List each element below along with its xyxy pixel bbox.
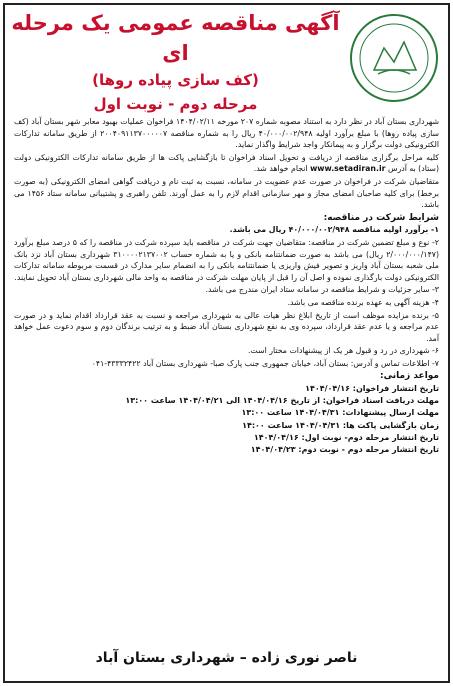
municipality-logo xyxy=(348,12,440,104)
notice-header xyxy=(8,8,445,112)
dates-title: مواعد زمانی: xyxy=(380,371,439,382)
date-row: تاریخ انتشار مرحله دوم - نوبت دوم: ۱۴۰۴/۰۴/۲۳ xyxy=(250,445,439,455)
intro-paragraph: شهرداری بستان آباد در نظر دارد به استناد مصوبه شماره ۲۰۷ مورخه ۱۴۰۴/۰۲/۱۱ فراخوان عملیات بهبود معابر شهر بستان آباد (کف سازی پیاده روها) با مبلغ برآورد اولیه ۴۰/۰۰۰/۰۰۲/۹۴۸ ریال را به شماره مناقصه ۲۰۰۴۰۹۱۱۳۷۰۰۰۰۰۷ از طریق سامانه تدارکات الکترونیکی دولت برگزار و به پیمانکار واجد شرایط واگذار نماید. xyxy=(14,117,439,150)
condition-6: ۶- شهرداری در رد و قبول هر یک از پیشنهادات مختار است. xyxy=(247,346,439,356)
setad-link[interactable]: www.setadiran.ir xyxy=(310,164,386,174)
date-row: مهلت دریافت اسناد فراخوان: از تاریخ ۱۴۰۴/۰۴/۱۶ الی ۱۴۰۴/۰۴/۲۱ ساعت ۱۳:۰۰ xyxy=(125,396,439,406)
condition-5: ۵- برنده مزایده موظف است از تاریخ ابلاغ نظر هیات عالی به شهرداری مراجعه و نسبت به عقد قرارداد اقدام نماید و در صورت عدم مراجعه و یا عدم عقد قرارداد، سپرده وی به نفع شهرداری بستان آباد ضبط و به ترتیب برندگان دوم و سوم دعوت عمل خواهد آمد. xyxy=(14,310,439,343)
date-row: زمان بازگشایی پاکت ها: ۱۴۰۴/۰۴/۳۱ ساعت ۱۴:۰۰ xyxy=(242,420,439,430)
date-row: تاریخ انتشار فراخوان: ۱۴۰۴/۰۴/۱۶ xyxy=(305,384,439,394)
notice-footer: ناصر نوری زاده – شهرداری بستان آباد xyxy=(95,650,358,666)
notice-title: آگهی مناقصه عمومی یک مرحله ای xyxy=(11,11,340,65)
condition-4: ۴- هزینه آگهی به عهده برنده مناقصه می باشد. xyxy=(287,297,439,307)
condition-7: ۷- اطلاعات تماس و آدرس: بستان آباد، خیابان جمهوری جنب پارک صبا- شهرداری بستان آباد ۴۳۳۳۲۴۲۲-۰۴۱ xyxy=(91,358,439,368)
condition-2: ۲- نوع و مبلغ تضمین شرکت در مناقصه: متقاضیان جهت شرکت در مناقصه باید سپرده شرکت در مناقصه را که ۵ درصد مبلغ برآورد (۲/۰۰۰/۰۰۰/۱۴۷ ریال) می باشد به صورت ضمانتنامه بانکی و یا به شماره حساب ۳۱۰۰۰۰۲۱۳۷۰۰۲ شهرداری بستان آباد نزد بانک ملی شعبه بستان آباد واریز و تصویر فیش واریزی یا ضمانتنامه بانکی را به انضمام سایر مدارک در قسمت مربوطه سامانه تدارکات الکترونیکی دولت بارگذاری نموده و اصل آن را قبل از پایان مهلت شرکت در مناقصه به واحد مالی شهرداری بستان آباد تحویل نمایند. xyxy=(14,237,439,282)
notice-stage: مرحله دوم - نوبت اول xyxy=(93,95,258,113)
process-paragraph: کلیه مراحل برگزاری مناقصه از دریافت و تحویل اسناد فراخوان تا بازگشایی پاکت ها از طریق سامانه تدارکات الکترونیکی دولت (ستاد) به آدرس www.setadiran.ir انجام خواهد شد. xyxy=(14,152,439,174)
date-row: مهلت ارسال پیشنهادات: ۱۴۰۴/۰۴/۳۱ ساعت ۱۳:۰۰ xyxy=(241,408,439,418)
notice-subtitle: (کف سازی پیاده روها) xyxy=(92,71,259,89)
condition-3: ۳- سایر جزئیات و شرایط مناقصه در سامانه ستاد ایران مندرج می باشد. xyxy=(205,285,439,295)
conditions-title: شرایط شرکت در مناقصه: xyxy=(323,212,439,223)
notice-body xyxy=(14,116,439,620)
date-row: تاریخ انتشار مرحله دوم- نوبت اول: ۱۴۰۴/۰۴/۱۶ xyxy=(253,432,439,442)
header-text xyxy=(8,8,343,112)
condition-1: ۱- برآورد اولیه مناقصه ۴۰/۰۰۰/۰۰۲/۹۴۸ ریال می باشد. xyxy=(229,225,439,235)
registration-paragraph: متقاضیان شرکت در فراخوان در صورت عدم عضویت در سامانه، نسبت به ثبت نام و دریافت گواهی امضای الکترونیکی (به صورت برخط) برای کلیه صاحبان امضای مجاز و مهر سازمانی اقدام لازم را به عمل آورند. تلفن راهبری و پشتیبانی سامانه ستاد ۱۴۵۶ می باشد. xyxy=(14,176,440,210)
